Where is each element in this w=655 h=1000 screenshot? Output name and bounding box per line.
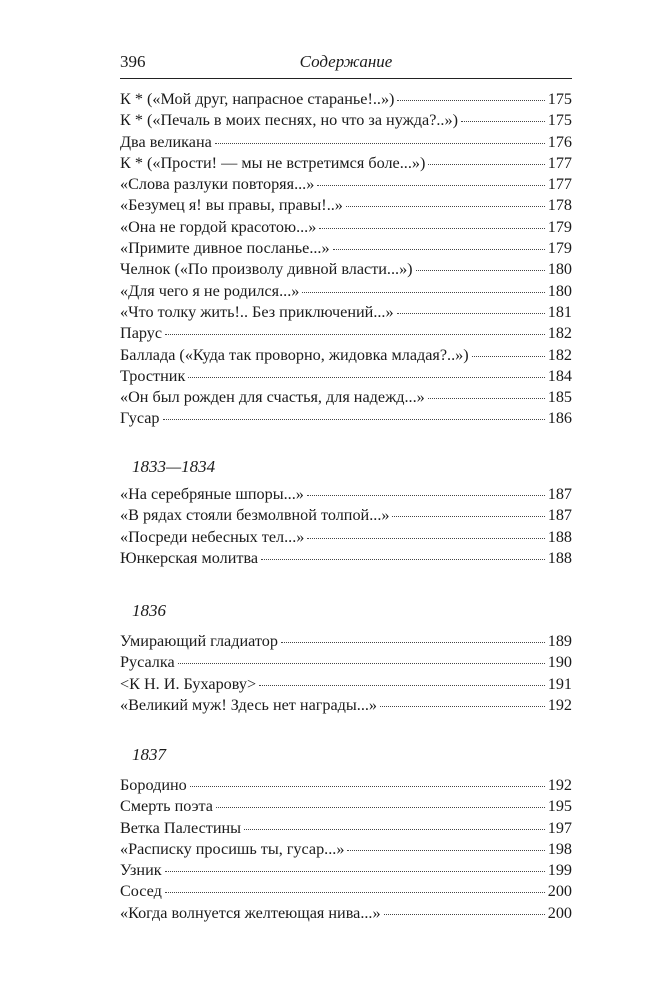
toc-entry (120, 696, 572, 717)
dot-leader (302, 292, 544, 293)
toc-entry-page: 180 (547, 260, 572, 279)
toc-entry-page: 190 (547, 653, 572, 672)
toc-section-1833-1834 (120, 485, 572, 570)
dot-leader (380, 706, 545, 707)
toc-entry (120, 861, 572, 882)
toc-entry (120, 388, 572, 409)
dot-leader (472, 356, 545, 357)
toc-entry-page: 177 (547, 175, 572, 194)
page-header (120, 48, 572, 79)
toc-entry (120, 260, 572, 281)
toc-entry (120, 675, 572, 696)
toc-entry-title: «Для чего я не родился...» (120, 281, 300, 300)
toc-entry-page: 189 (547, 632, 572, 650)
toc-entry (120, 367, 572, 388)
toc-entry-title: Тростник (120, 366, 186, 385)
dot-leader (165, 871, 545, 872)
dot-leader (307, 538, 544, 539)
toc-entry-title: «Он был рожден для счастья, для надежд...» (120, 388, 425, 407)
toc-entry-title: К * («Печаль в моих песнях, но что за нужда?..») (120, 111, 458, 130)
toc-entry (120, 196, 572, 217)
toc-entry-page: 179 (547, 239, 572, 258)
toc-section-untitled (120, 90, 572, 431)
toc-entry-title: Гусар (120, 409, 160, 428)
toc-entry-title: Умирающий гладиатор (120, 632, 278, 650)
toc-entry (120, 346, 572, 367)
toc-entry-page: 192 (547, 776, 572, 794)
dot-leader (384, 914, 545, 915)
dot-leader (190, 786, 545, 787)
dot-leader (215, 143, 545, 144)
dot-leader (347, 850, 544, 851)
toc-entry-page: 187 (547, 506, 572, 525)
toc-entry-page: 186 (547, 409, 572, 428)
toc-entry (120, 239, 572, 260)
dot-leader (244, 829, 545, 830)
dot-leader (428, 398, 545, 399)
dot-leader (428, 164, 544, 165)
toc-entry-title: Узник (120, 861, 162, 880)
toc-entry (120, 154, 572, 175)
toc-entry (120, 218, 572, 239)
dot-leader (416, 270, 545, 271)
toc-entry-page: 181 (547, 302, 572, 321)
toc-entry-title: Челнок («По произволу дивной власти...») (120, 260, 413, 279)
toc-entry-title: Парус (120, 324, 163, 343)
toc-entry-title: «В рядах стояли безмолвной толпой...» (120, 506, 390, 525)
toc-entry (120, 549, 572, 570)
toc-entry-page: 184 (547, 366, 572, 385)
toc-section-1836 (120, 632, 572, 717)
dot-leader (163, 419, 545, 420)
toc-entry-title: «Великий муж! Здесь нет награды...» (120, 695, 378, 714)
section-year-1836: 1836 (132, 601, 166, 620)
dot-leader (392, 516, 544, 517)
toc-entry-title: Смерть поэта (120, 797, 213, 816)
dot-leader (259, 685, 545, 686)
toc-entry (120, 840, 572, 861)
toc-entry (120, 485, 572, 506)
toc-entry-page: 191 (547, 674, 572, 693)
dot-leader (261, 559, 545, 560)
toc-entry-page: 175 (547, 90, 572, 108)
toc-entry-title: Два великана (120, 132, 212, 151)
dot-leader (317, 185, 544, 186)
toc-entry-page: 182 (547, 324, 572, 343)
dot-leader (333, 249, 545, 250)
toc-entry (120, 904, 572, 925)
toc-entry-title: <К Н. И. Бухарову> (120, 674, 257, 693)
running-title: Содержание (299, 52, 393, 71)
toc-entry-title: К * («Мой друг, напрасное старанье!..») (120, 90, 395, 108)
toc-entry (120, 506, 572, 527)
toc-entry-title: «Что толку жить!.. Без приключений...» (120, 302, 394, 321)
toc-entry-page: 182 (547, 345, 572, 364)
dot-leader (216, 807, 545, 808)
toc-entry-page: 200 (547, 882, 572, 901)
dot-leader (165, 334, 545, 335)
toc-entry-title: «Когда волнуется желтеющая нива...» (120, 903, 381, 922)
toc-entry-title: Русалка (120, 653, 175, 672)
dot-leader (346, 206, 545, 207)
toc-entry-page: 195 (547, 797, 572, 816)
toc-entry-page: 180 (547, 281, 572, 300)
dot-leader (397, 313, 545, 314)
toc-entry (120, 324, 572, 345)
toc-entry (120, 882, 572, 903)
toc-entry (120, 653, 572, 674)
toc-entry (120, 111, 572, 132)
toc-entry (120, 797, 572, 818)
toc-entry-page: 188 (547, 548, 572, 567)
section-year-1833-1834: 1833—1834 (132, 457, 216, 476)
dot-leader (461, 121, 545, 122)
dot-leader (281, 642, 545, 643)
toc-entry-page: 200 (547, 903, 572, 922)
toc-entry-title: К * («Прости! — мы не встретимся боле...») (120, 153, 426, 172)
toc-entry-page: 197 (547, 818, 572, 837)
toc-entry-title: Бородино (120, 776, 187, 794)
toc-entry (120, 632, 572, 653)
toc-entry-title: Юнкерская молитва (120, 548, 259, 567)
toc-entry-page: 176 (547, 132, 572, 151)
toc-entry-page: 178 (547, 196, 572, 215)
toc-entry (120, 133, 572, 154)
dot-leader (397, 100, 544, 101)
toc-entry-title: «Расписку просишь ты, гусар...» (120, 839, 345, 858)
dot-leader (188, 377, 544, 378)
toc-entry (120, 528, 572, 549)
section-year-1837: 1837 (132, 745, 166, 764)
toc-entry-page: 188 (547, 527, 572, 546)
toc-entry (120, 303, 572, 324)
toc-entry-title: «На серебряные шпоры...» (120, 485, 304, 503)
toc-entry-title: «Безумец я! вы правы, правы!..» (120, 196, 343, 215)
dot-leader (178, 663, 545, 664)
toc-entry-title: Сосед (120, 882, 162, 901)
toc-entry-title: Ветка Палестины (120, 818, 242, 837)
toc-entry-page: 175 (547, 111, 572, 130)
dot-leader (307, 495, 545, 496)
dot-leader (319, 228, 544, 229)
toc-entry-title: «Она не гордой красотою...» (120, 217, 317, 236)
toc-entry-page: 199 (547, 861, 572, 880)
toc-entry (120, 175, 572, 196)
toc-section-1837 (120, 776, 572, 925)
toc-entry-page: 192 (547, 695, 572, 714)
toc-entry (120, 282, 572, 303)
page-number: 396 (120, 52, 146, 71)
toc-entry (120, 409, 572, 430)
toc-entry-page: 185 (547, 388, 572, 407)
toc-entry-title: «Слова разлуки повторяя...» (120, 175, 315, 194)
toc-entry-page: 179 (547, 217, 572, 236)
toc-entry-page: 177 (547, 153, 572, 172)
toc-entry-title: Баллада («Куда так проворно, жидовка младая?..») (120, 345, 469, 364)
toc-entry-page: 187 (547, 485, 572, 503)
toc-entry-title: «Посреди небесных тел...» (120, 527, 305, 546)
toc-entry (120, 90, 572, 111)
dot-leader (165, 892, 545, 893)
toc-entry (120, 776, 572, 797)
toc-entry-page: 198 (547, 839, 572, 858)
toc-entry-title: «Примите дивное посланье...» (120, 239, 330, 258)
toc-entry (120, 819, 572, 840)
